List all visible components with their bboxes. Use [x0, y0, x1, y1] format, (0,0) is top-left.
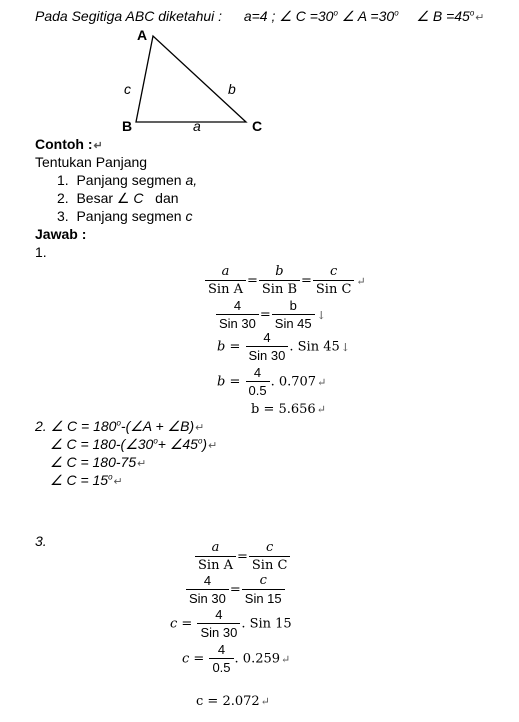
answer-heading: Jawab :: [35, 226, 87, 242]
equation-compute-c: c = $\frac{4}{0.5}$ . 0.259↵: [182, 642, 291, 675]
part3-number: 3.: [35, 533, 47, 549]
given-a: a=4 ;: [243, 8, 276, 24]
vertex-a-label: A: [137, 27, 148, 43]
example-heading: Contoh :↵: [35, 136, 103, 152]
equation-sine-rule-c: $\frac{a}{\text{Sin A}}$ = $\frac{c}{\text{Sin C}}$: [194, 541, 291, 573]
angle-line: ∠ $C = 180-(\angle 30^o+$ $\angle 45^o)↵$: [50, 436, 218, 452]
degree-sign: o: [333, 8, 338, 18]
example-instruction: Tentukan Panjang: [35, 154, 148, 170]
side-b-label: b: [228, 81, 236, 97]
given-angle-b: ∠ B =45: [416, 8, 470, 24]
equation-substitution: $\frac{4}{\text{Sin 30}}$ = $\frac{b}{\text{Sin 45}}$ ↓: [215, 299, 326, 331]
equation-solve-c: c = $\frac{4}{\text{Sin 30}}$ . Sin 15: [170, 607, 292, 640]
degree-sign: o: [394, 8, 399, 18]
intro-text: Pada Segitiga ABC diketahui :: [35, 8, 223, 24]
vertex-c-label: C: [252, 118, 263, 134]
result-c: c = 2.072↵: [196, 694, 270, 709]
vertex-b-label: B: [122, 118, 133, 134]
side-a-label: a: [193, 118, 201, 134]
list-item: 1. Panjang segmen a,: [57, 172, 198, 188]
equation-sine-rule: $\frac{a}{\text{Sin A}}$ = $\frac{b}{\text{Sin B}}$ = $\frac{c}{\text{Sin C}}$ ↵: [204, 265, 366, 297]
equation-solve-b: b = $\frac{4}{\text{Sin 30}}$ . Sin 45↓: [217, 330, 350, 363]
angle-line: 2. ∠ $C = 180^o-(\angle A$ + ∠B)↵: [35, 418, 205, 434]
angle-line: ∠ $C = 15^o↵$: [50, 472, 123, 488]
side-c-label: c: [124, 81, 131, 97]
part1-number: 1.: [35, 244, 47, 260]
angle-line: ∠ C = 180-75↵: [50, 454, 147, 470]
degree-sign: o: [469, 8, 475, 18]
equation-substitution-c: $\frac{4}{\text{Sin 30}}$ = $\frac{c}{\text{Sin 15}}$: [185, 574, 286, 606]
list-item: 3. Panjang segmen c: [57, 208, 193, 224]
given-statement: [35, 8, 485, 25]
given-angle-c: ∠ C =30: [279, 8, 334, 24]
given-angle-a: ∠ A =30: [341, 8, 395, 24]
triangle-shape: [136, 36, 246, 122]
result-b: b = 5.656↵: [251, 402, 326, 417]
equation-compute-b: b = $\frac{4}{0.5}$ . 0.707↵: [217, 365, 327, 398]
triangle-figure: [120, 26, 300, 136]
paragraph-mark: ↵: [475, 12, 485, 24]
list-item: 2. Besar ∠ C dan: [57, 190, 179, 206]
